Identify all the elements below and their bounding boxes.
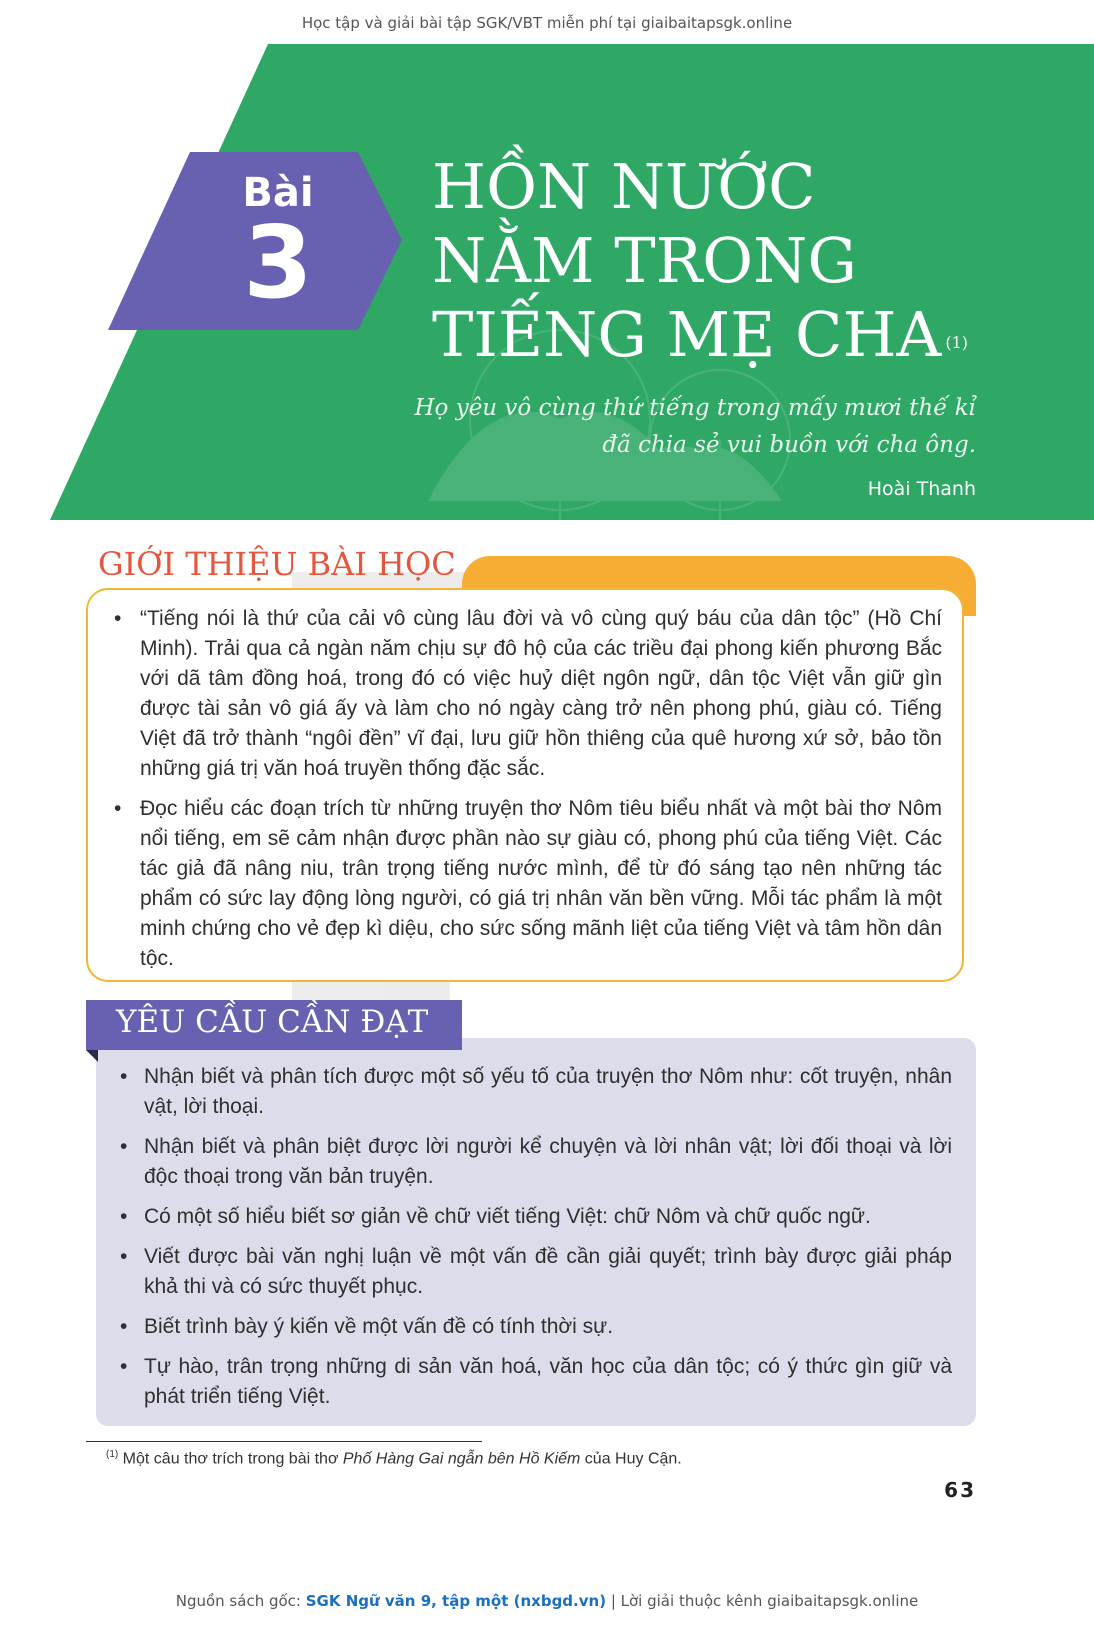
intro-heading: GIỚI THIỆU BÀI HỌC	[98, 545, 456, 583]
requirement-text: Viết được bài văn nghị luận về một vấn đề cần giải quyết; trình bày được giải pháp khả thi và có sức thuyết phục.	[144, 1245, 952, 1298]
bullet-icon: •	[120, 1355, 128, 1378]
lesson-number: 3	[243, 204, 313, 321]
footnote-work-title: Phố Hàng Gai ngẫn bên Hồ Kiếm	[342, 1450, 581, 1468]
requirement-item	[120, 1132, 952, 1192]
bullet-icon: •	[120, 1065, 128, 1088]
requirement-text: Nhận biết và phân tích được một số yếu tố của truyện thơ Nôm như: cốt truyện, nhân vật, lời thoại.	[144, 1065, 952, 1118]
title-line-2: NẰM TRONG	[432, 224, 857, 297]
page-number: 63	[944, 1478, 976, 1502]
footnote	[106, 1449, 682, 1468]
intro-paragraph-text: Đọc hiểu các đoạn trích từ những truyện thơ Nôm tiêu biểu nhất và một bài thơ Nôm nổi tiếng, em sẽ cảm nhận được phần nào sự giàu có, phong phú của tiếng Việt. Các tác giả đã nâng niu, trân trọng tiếng nước mình, để từ đó sáng tạo nên những tác phẩm có sức lay động lòng người, có giá trị nhân văn bền vững. Mỗi tác phẩm là một minh chứng cho vẻ đẹp kì diệu, cho sức sống mãnh liệt của tiếng Việt và tâm hồn dân tộc.	[140, 797, 942, 970]
requirement-item	[120, 1202, 952, 1232]
requirement-text: Tự hào, trân trọng những di sản văn hoá, văn học của dân tộc; có ý thức gìn giữ và phát triển tiếng Việt.	[144, 1355, 952, 1408]
site-note-bottom	[0, 1592, 1094, 1610]
requirement-text: Biết trình bày ý kiến về một vấn đề có tính thời sự.	[144, 1315, 614, 1338]
intro-paragraph	[114, 794, 942, 974]
bullet-icon: •	[120, 1315, 128, 1338]
bullet-icon: •	[120, 1245, 128, 1268]
footnote-mark: (1)	[106, 1449, 119, 1460]
title-line-3-text: TIẾNG MẸ CHA	[432, 298, 942, 371]
epigraph-author: Hoài Thanh	[867, 478, 976, 500]
requirements-box	[96, 1038, 976, 1426]
epigraph-line-2: đã chia sẻ vui buồn với cha ông.	[602, 432, 976, 458]
source-prefix: Nguồn sách gốc:	[175, 1592, 306, 1610]
footnote-text-before: Một câu thơ trích trong bài thơ	[118, 1450, 343, 1468]
requirement-item	[120, 1242, 952, 1302]
requirement-text: Có một số hiểu biết sơ giản về chữ viết tiếng Việt: chữ Nôm và chữ quốc ngữ.	[144, 1205, 871, 1228]
footnote-divider	[86, 1441, 482, 1442]
lesson-label: Bài	[242, 170, 314, 216]
bullet-icon: •	[114, 797, 122, 820]
intro-paragraph	[114, 604, 942, 784]
tab-fold-icon	[86, 1050, 98, 1062]
title-line-1: HỒN NƯỚC	[432, 150, 816, 223]
source-link[interactable]: SGK Ngữ văn 9, tập một (nxbgd.vn)	[305, 1592, 607, 1610]
bullet-icon: •	[120, 1205, 128, 1228]
bullet-icon: •	[120, 1135, 128, 1158]
site-note-top: Học tập và giải bài tập SGK/VBT miễn phí tại giaibaitapsgk.online	[301, 14, 793, 32]
requirement-item	[120, 1312, 952, 1342]
requirements-heading: YÊU CẦU CẦN ĐẠT	[116, 1004, 429, 1040]
requirement-item	[120, 1062, 952, 1122]
requirement-item	[120, 1352, 952, 1412]
epigraph-line-1: Họ yêu vô cùng thứ tiếng trong mấy mươi thế kỉ	[414, 395, 976, 421]
source-suffix: | Lời giải thuộc kênh giaibaitapsgk.online	[606, 1592, 919, 1610]
title-footnote-mark: (1)	[945, 333, 968, 352]
footnote-text-after: của Huy Cận.	[580, 1450, 682, 1468]
bullet-icon: •	[114, 607, 122, 630]
intro-paragraph-text: “Tiếng nói là thứ của cải vô cùng lâu đời và vô cùng quý báu của dân tộc” (Hồ Chí Minh). Trải qua cả ngàn năm chịu sự đô hộ của các triều đại phong kiến phương Bắc với dã tâm đồng hoá, trong đó có việc huỷ diệt ngôn ngữ, dân tộc Việt vẫn giữ gìn được tài sản vô giá ấy và làm cho nó ngày càng trở nên phong phú, giàu có. Tiếng Việt đã trở thành “ngôi đền” vĩ đại, lưu giữ hồn thiêng của quê hương xứ sở, bảo tồn những giá trị văn hoá truyền thống đặc sắc.	[140, 607, 942, 780]
intro-box	[86, 588, 964, 982]
requirement-text: Nhận biết và phân biệt được lời người kể chuyện và lời nhân vật; lời đối thoại và lời độc thoại trong văn bản truyện.	[144, 1135, 952, 1188]
